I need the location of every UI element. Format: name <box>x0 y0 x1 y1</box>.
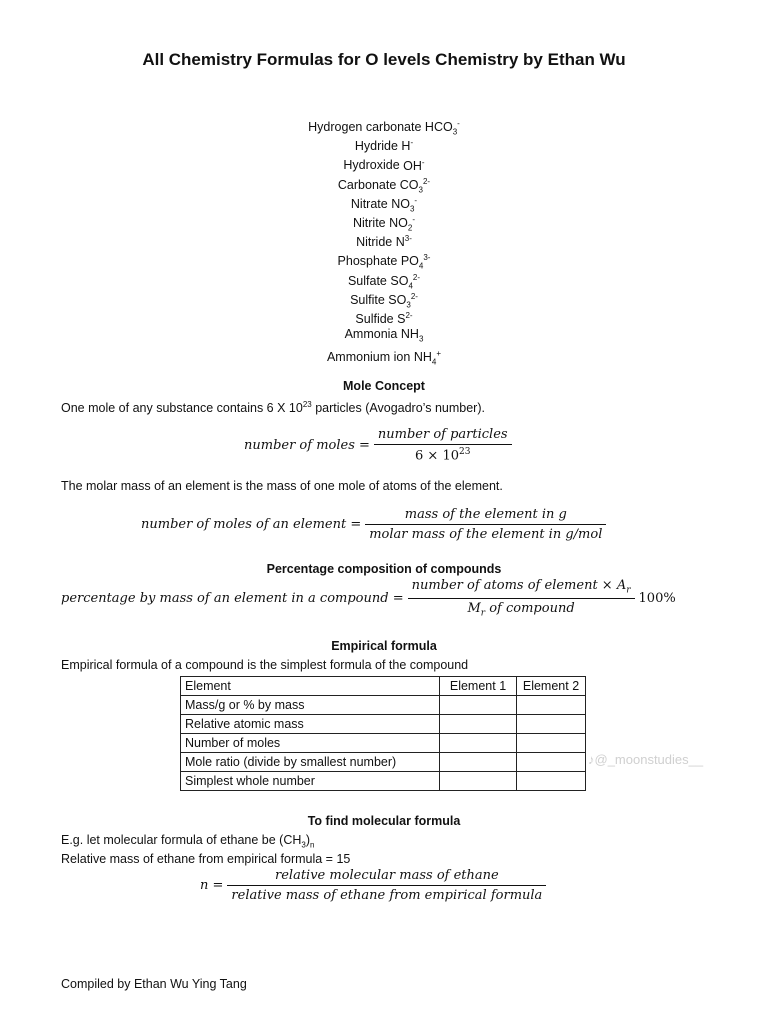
table-cell <box>440 772 517 791</box>
table-cell: Relative atomic mass <box>181 715 440 734</box>
table-header-row <box>181 677 586 696</box>
ion-name: Hydroxide <box>343 158 400 173</box>
ion-name: Sulfide <box>355 312 394 327</box>
table-row <box>181 696 586 715</box>
ion-item <box>0 152 768 171</box>
numerator: mass of the element in g <box>404 507 567 522</box>
ion-name: Ammonium ion <box>326 350 411 365</box>
page-title: All Chemistry Formulas for O levels Chemistry by Ethan Wu <box>142 50 626 69</box>
ion-formula: $NO_3^-$ <box>391 195 418 214</box>
ion-formula: $HCO_3^-$ <box>424 119 460 137</box>
ion-name: Sulfate <box>347 273 387 288</box>
numerator: relative molecular mass of ethane <box>275 868 499 883</box>
ion-list <box>0 114 768 367</box>
table-cell: Mole ratio (divide by smallest number) <box>181 753 440 772</box>
table-cell: Simplest whole number <box>181 772 440 791</box>
table-cell <box>440 715 517 734</box>
ion-formula: $NO_2^-$ <box>389 214 415 233</box>
table-cell <box>517 715 586 734</box>
table-cell <box>440 753 517 772</box>
table-row <box>181 772 586 791</box>
empirical-heading: Empirical formula <box>331 639 437 653</box>
ion-name: Phosphate <box>337 254 398 269</box>
ion-formula: H- <box>401 138 414 154</box>
ion-formula: $S^{2-}$ <box>397 310 413 327</box>
fraction <box>408 578 635 618</box>
ion-formula: $PO_4^{3-}$ <box>400 253 431 271</box>
denominator: $M_r$ of compound <box>408 598 635 619</box>
ion-formula: OH- <box>403 157 425 173</box>
empirical-table <box>180 676 586 791</box>
ion-item <box>0 191 768 214</box>
table-row <box>181 734 586 753</box>
watermark: ♪@_moonstudies__ <box>588 752 704 767</box>
equation-lhs: number of moles of an element = <box>141 517 362 532</box>
column-header: Element 2 <box>517 677 586 696</box>
ion-formula: $SO_3^{2-}$ <box>388 291 418 310</box>
column-header: Element <box>181 677 440 696</box>
ion-item <box>0 306 768 325</box>
percentage-suffix: 100% <box>638 590 676 606</box>
molecular-equation <box>200 868 546 903</box>
ion-name: Nitrite <box>352 216 386 231</box>
table-cell <box>440 696 517 715</box>
table-cell <box>517 772 586 791</box>
ion-item <box>0 344 768 367</box>
column-header: Element 1 <box>440 677 517 696</box>
ion-name: Sulfite <box>350 292 385 307</box>
moles-particles-equation <box>244 427 512 463</box>
table-cell <box>440 734 517 753</box>
fraction <box>374 427 512 463</box>
equation-lhs: number of moles = <box>244 437 370 453</box>
denominator: relative mass of ethane from empirical formula <box>227 885 546 903</box>
ion-item <box>0 114 768 137</box>
fraction <box>365 507 606 542</box>
numerator: number of atoms of element × $A_r$ <box>411 578 631 596</box>
molecular-heading: To find molecular formula <box>307 814 461 828</box>
table-cell <box>517 734 586 753</box>
ion-formula: $N^{3-}$ <box>395 234 412 250</box>
numerator: number of particles <box>377 427 508 442</box>
empirical-intro: Empirical formula of a compound is the simplest formula of the compound <box>61 658 469 672</box>
fraction <box>227 868 546 903</box>
ion-item <box>0 210 768 233</box>
table-row <box>181 715 586 734</box>
ion-name: Ammonia <box>344 327 398 342</box>
ion-item <box>0 268 768 291</box>
ion-name: Nitrate <box>350 196 388 211</box>
table-row <box>181 753 586 772</box>
denominator: $6 \times 10^{23}$ <box>374 444 512 463</box>
footer-credit: Compiled by Ethan Wu Ying Tang <box>61 977 247 991</box>
equation-lhs: percentage by mass of an element in a compound = <box>61 590 404 606</box>
table-cell: Number of moles <box>181 734 440 753</box>
percentage-heading: Percentage composition of compounds <box>266 562 502 576</box>
percentage-equation <box>61 578 676 618</box>
ion-name: Hydrogen carbonate <box>308 120 422 135</box>
molar-mass-statement: The molar mass of an element is the mass of one mole of atoms of the element. <box>61 479 503 493</box>
ion-item <box>0 248 768 271</box>
equation-lhs: n = <box>200 878 224 893</box>
table-cell: Mass/g or % by mass <box>181 696 440 715</box>
denominator: molar mass of the element in g/mol <box>365 524 606 542</box>
mole-concept-heading: Mole Concept <box>343 379 425 393</box>
ion-item <box>0 287 768 310</box>
ion-item <box>0 172 768 195</box>
relative-mass-statement: Relative mass of ethane from empirical formula = 15 <box>61 852 351 866</box>
ion-formula: $NH_4^+$ <box>413 349 442 367</box>
ion-item <box>0 133 768 152</box>
ion-name: Nitride <box>356 235 393 250</box>
ion-name: Carbonate <box>337 177 397 192</box>
ion-item <box>0 229 768 248</box>
table-cell <box>517 696 586 715</box>
ion-name: Hydride <box>354 139 398 154</box>
avogadro-statement: One mole of any substance contains 6 X $10^{23}$ particles (Avogadro’s number). <box>61 400 485 416</box>
ion-formula: $CO_3^{2-}$ <box>399 176 431 195</box>
ion-item <box>0 325 768 344</box>
molecular-example: E.g. let molecular formula of ethane be $(CH_3)_n$ <box>61 833 315 850</box>
table-cell <box>517 753 586 772</box>
ion-formula: $NH_3$ <box>400 327 424 344</box>
moles-element-equation <box>141 507 606 542</box>
ion-formula: $SO_4^{2-}$ <box>390 272 421 291</box>
